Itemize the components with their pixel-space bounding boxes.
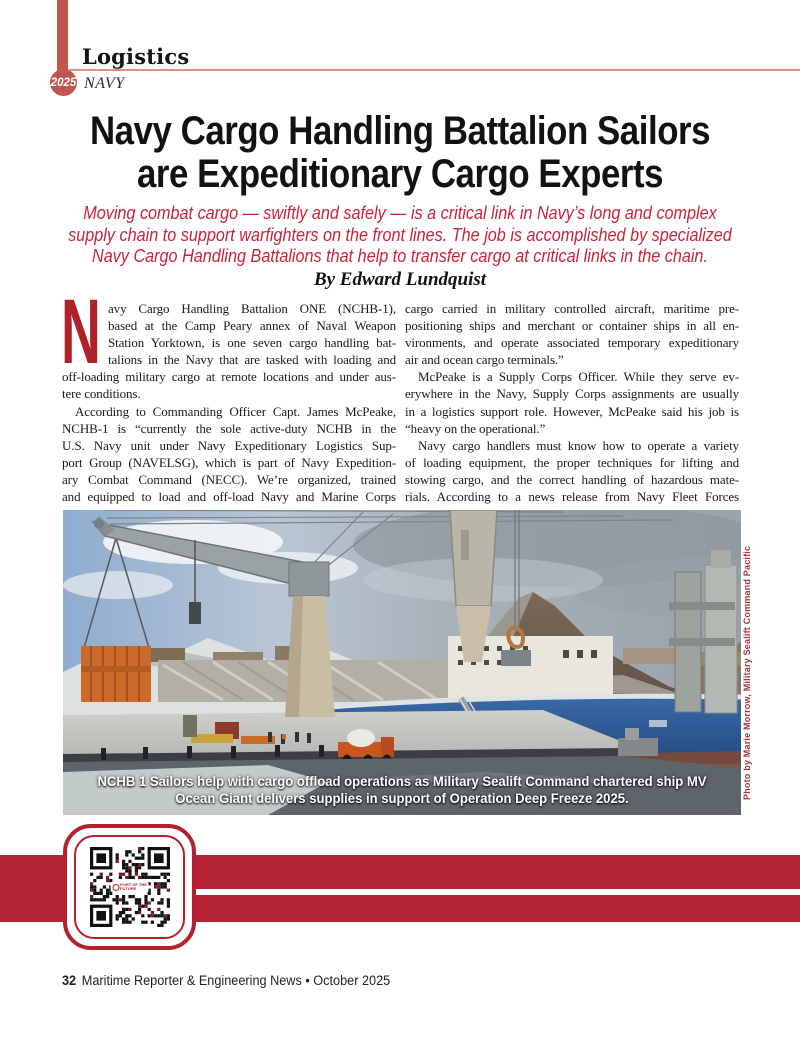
kicker-navy: NAVY [84,75,125,92]
body-text-line: rials. According to a news release from Navy Fleet Forces [405,489,739,505]
body-text-line: and equipped to load and off-load Navy and Marine Corps [62,489,396,505]
byline: By Edward Lundquist [313,269,487,290]
body-text-line: air and ocean cargo terminals.” [405,352,564,368]
body-text-line: off-loading military cargo at remote locations and under aus- [62,369,396,385]
body-text-line: erywhere in the Navy, Supply Corps assignments are usually [405,386,739,402]
body-text-line: talions in the Navy that are tasked with loading and [108,352,396,368]
body-text-line: stowing cargo, and the correct handling of hazardous mate- [405,471,739,487]
photo-caption-line-2: Ocean Giant delivers supplies in support of Operation Deep Freeze 2025. [175,790,629,806]
body-column-left [62,300,396,505]
section-rule [68,69,800,71]
body-column-right [405,300,739,505]
body-text-line: ary Combat Command (NECC). We’re organized, trained [62,471,396,487]
article-deck [0,203,800,268]
deck-line-1: Moving combat cargo — swiftly and safely — is a critical link in Navy’s long and complex [83,203,717,223]
body-text-line: based at the Camp Peary annex of Naval Weapon [108,318,396,334]
body-text-line: According to Commanding Officer Capt. James McPeake, [75,403,396,419]
photo-caption [63,774,741,807]
body-text-line: NCHB-1 is “currently the sole active-duty NCHB in the [62,420,396,436]
deck-line-3: Navy Cargo Handling Battalions that help to transfer cargo at critical links in the chain. [92,246,708,266]
logo-text: PORT OF THE FUTURE [120,882,147,891]
section-accent-bar [57,0,68,74]
body-text-line: port Group (NAVELSG), which is part of Navy Expedition- [62,454,396,470]
body-text-line: tere conditions. [62,386,141,402]
body-text-line: of loading equipment, the proper techniques for lifting and [405,454,739,470]
headline-line-1: Navy Cargo Handling Battalion Sailors [89,109,711,153]
photo-illustration [63,510,741,815]
body-text-line: in a logistics support role. However, McPeake said his job is [405,403,739,419]
article-headline [0,110,800,196]
body-text-line: positioning ships and merchant or container ships in all en- [405,318,739,334]
body-text-line: McPeake is a Supply Corps Officer. While they serve ev- [418,369,739,385]
qr-inner-frame [74,835,185,939]
body-text-line: U.S. Navy unit under Navy Expeditionary Logistics Sup- [62,437,396,453]
deck-line-2: supply chain to support warfighters on the front lines. The job is accomplished by specialized [68,224,732,245]
body-text-line: cargo carried in military controlled aircraft, maritime pre- [405,301,739,316]
headline-line-2: are Expeditionary Cargo Experts [136,152,664,196]
page-number: 32 [62,973,77,988]
red-band-top [180,855,800,889]
footer-text: Maritime Reporter & Engineering News • October 2025 [81,973,391,988]
section-title: Logistics [82,44,190,69]
photo-caption-line-1: NCHB 1 Sailors help with cargo offload operations as Military Sealift Command chartered ship MV [97,774,707,789]
body-text-line: Station Yorktown, is one seven cargo handling bat- [108,335,396,351]
logo-ring-icon [112,884,119,891]
body-text-line: Navy cargo handlers must know how to operate a variety [418,437,739,453]
body-text-line: “heavy on the operational.” [405,420,546,436]
red-band-bottom [180,895,800,922]
qr-code [90,847,170,927]
page-footer [62,973,390,988]
dropcap: N [61,281,101,383]
year-badge: 2025 [50,69,77,96]
photo-credit: Photo by Marie Morrow, Military Sealift Command Pacific [742,545,752,800]
body-text-line: vironments, and operate associated temporary expeditionary [405,335,739,351]
qr-badge [63,824,196,950]
red-band-left [0,855,70,922]
port-of-the-future-logo [110,882,149,892]
body-text-line: avy Cargo Handling Battalion ONE (NCHB-1), [108,301,396,316]
article-photo [63,510,741,815]
